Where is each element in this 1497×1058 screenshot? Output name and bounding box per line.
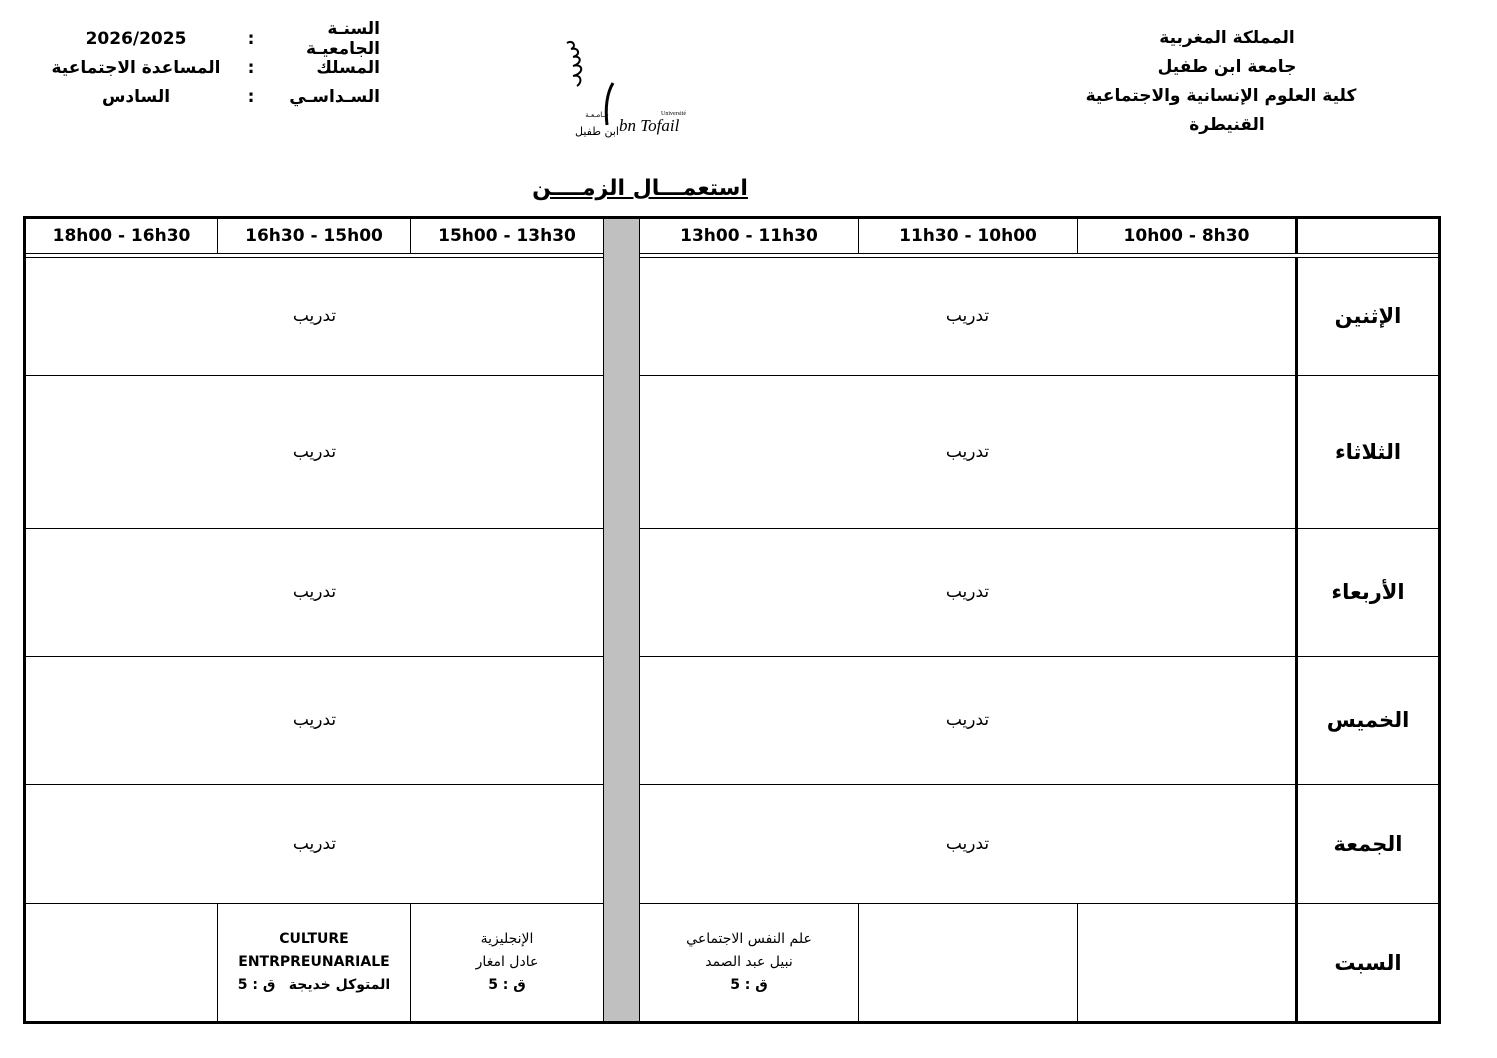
course-english: [411, 904, 604, 1023]
day-label-wednesday: الأربعاء: [1297, 528, 1440, 657]
day-row-monday: [25, 258, 1440, 376]
instructor-name: عادل امغار: [475, 954, 539, 971]
course-title: الإنجليزية: [480, 931, 534, 948]
course-title: CULTURE: [279, 931, 349, 948]
day-label-monday: الإثنين: [1297, 258, 1440, 376]
empty-slot: [859, 904, 1078, 1023]
day-row-friday: [25, 784, 1440, 904]
day-label-thursday: الخميس: [1297, 657, 1440, 785]
hall-number: ق : 5: [237, 977, 276, 994]
university-logo-icon: [555, 35, 695, 145]
break-column: [604, 218, 640, 1023]
svg-text:bn Tofail: bn Tofail: [619, 116, 680, 135]
afternoon-training: تدريب: [25, 375, 604, 528]
program-info: [30, 18, 380, 111]
hall-number: ق : 5: [488, 977, 526, 994]
afternoon-training: تدريب: [25, 528, 604, 657]
hall-number: ق : 5: [730, 977, 768, 994]
svg-text:جـامـعـة: جـامـعـة: [585, 111, 609, 119]
time-slot: 18h00 - 16h30: [25, 218, 218, 254]
semester-label: السـداسـي: [289, 86, 380, 107]
morning-training: تدريب: [640, 258, 1297, 376]
colon: :: [247, 28, 255, 49]
time-header-row: [25, 218, 1440, 254]
afternoon-training: تدريب: [25, 784, 604, 904]
faculty-name: كلية العلوم الإنسانية والاجتماعية: [1085, 86, 1357, 106]
city-name: القنيطرة: [1189, 115, 1265, 135]
time-slot: 13h00 - 11h30: [640, 218, 859, 254]
track-row: [30, 53, 380, 82]
day-label-tuesday: الثلاثاء: [1297, 375, 1440, 528]
academic-year-value: 2026/2025: [85, 28, 187, 49]
day-label-friday: الجمعة: [1297, 784, 1440, 904]
afternoon-training: تدريب: [25, 258, 604, 376]
morning-training: تدريب: [640, 657, 1297, 785]
morning-training: تدريب: [640, 528, 1297, 657]
semester-row: [30, 82, 380, 111]
instructor-and-hall: [218, 974, 410, 997]
colon: :: [247, 86, 255, 107]
course-social-psychology: [640, 904, 859, 1023]
day-row-saturday: [25, 904, 1440, 1023]
svg-text:ابن طفيل: ابن طفيل: [575, 125, 619, 138]
institution-header: [1062, 24, 1392, 140]
morning-training: تدريب: [640, 784, 1297, 904]
kingdom-name: المملكة المغربية: [1159, 28, 1295, 48]
time-slot: 16h30 - 15h00: [218, 218, 411, 254]
instructor-name: نبيل عبد الصمد: [705, 954, 793, 971]
time-slot: 11h30 - 10h00: [859, 218, 1078, 254]
time-slot: 10h00 - 8h30: [1078, 218, 1297, 254]
svg-text:Université: Université: [661, 111, 686, 117]
course-title: علم النفس الاجتماعي: [686, 931, 812, 948]
morning-training: تدريب: [640, 375, 1297, 528]
day-row-wednesday: [25, 528, 1440, 657]
corner-cell: [1297, 218, 1440, 254]
academic-year-label: السنـة الجامعيـة: [305, 18, 380, 59]
timetable: [23, 216, 1441, 1024]
empty-slot: [1078, 904, 1297, 1023]
time-slot: 15h00 - 13h30: [411, 218, 604, 254]
page-title: استعمـــال الزمــــن: [532, 176, 748, 201]
instructor-name: المتوكل خديجة: [288, 977, 391, 994]
empty-slot: [25, 904, 218, 1023]
course-entrepreneurial-culture: [218, 904, 411, 1023]
day-row-tuesday: [25, 375, 1440, 528]
course-title: ENTRPREUNARIALE: [238, 954, 390, 971]
day-row-thursday: [25, 657, 1440, 785]
track-value: المساعدة الاجتماعية: [51, 57, 221, 78]
semester-value: السادس: [101, 86, 171, 107]
afternoon-training: تدريب: [25, 657, 604, 785]
university-name: جامعة ابن طفيل: [1157, 57, 1297, 77]
colon: :: [247, 57, 255, 78]
track-label: المسلك: [316, 57, 380, 78]
day-label-saturday: السبت: [1297, 904, 1440, 1023]
academic-year-row: [30, 18, 380, 59]
